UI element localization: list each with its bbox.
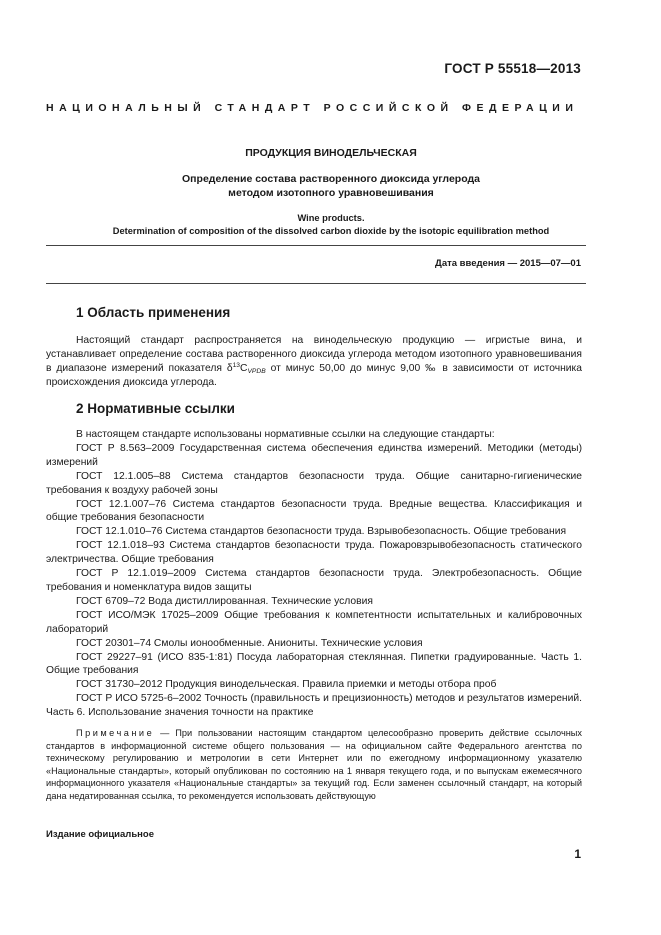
section1-text-part1: Настоящий стандарт распространяется на винодельческую продукцию — игристые вина, и устанавливает определение состава растворенного диоксида углерода методом изотопного уравновешивания в диапазоне измерений показателя δ [46, 335, 582, 374]
title-russian-main: ПРОДУКЦИЯ ВИНОДЕЛЬЧЕСКАЯ [245, 147, 417, 159]
section2-body [46, 428, 582, 720]
divider-bottom [46, 283, 586, 284]
title-english [46, 212, 616, 237]
title-russian-subtitle-line1: Определение состава растворенного диоксида углерода [182, 173, 480, 185]
section1-text-part2: от минус 50,00 до минус 9,00 ‰ в зависимости от источника происхождения диоксида углерода. [46, 362, 582, 388]
section1-paragraph [46, 334, 582, 390]
carbon-symbol: C [240, 362, 248, 374]
reference-paragraph: ГОСТ 12.1.010–76 Система стандартов безопасности труда. Взрывобезопасность. Общие требования [76, 526, 567, 538]
reference-paragraph: ГОСТ ИСО/МЭК 17025–2009 Общие требования к компетентности испытательных и калибровочных лабораторий [46, 609, 582, 635]
reference-paragraph: В настоящем стандарте использованы нормативные ссылки на следующие стандарты: [76, 429, 495, 440]
reference-paragraph: ГОСТ Р 12.1.019–2009 Система стандартов безопасности труда. Электробезопасность. Общие требования и номенклатура видов защиты [46, 568, 582, 593]
national-standard-banner: НАЦИОНАЛЬНЫЙ СТАНДАРТ РОССИЙСКОЙ ФЕДЕРАЦИИ [46, 102, 579, 114]
title-english-line2: Determination of composition of the dissolved carbon dioxide by the isotopic equilibration method [112, 225, 550, 236]
page-number: 1 [574, 847, 581, 861]
isotope-superscript: 13 [232, 361, 241, 369]
edition-label: Издание официальное [46, 829, 154, 840]
vpdb-subscript: VPDB [247, 367, 266, 375]
reference-paragraph: ГОСТ 12.1.018–93 Система стандартов безопасности труда. Пожаровзрывобезопасность статического электричества. Общие требования [46, 540, 582, 566]
section2-heading: 2 Нормативные ссылки [76, 401, 235, 416]
gost-number: ГОСТ Р 55518—2013 [444, 61, 581, 76]
section1-body [46, 334, 582, 390]
reference-paragraph: ГОСТ Р ИСО 5725-6–2002 Точность (правильность и прецизионность) методов и результатов измерений. Часть 6. Использование значения точности на практике [46, 693, 582, 719]
section1-heading: 1 Область применения [76, 305, 231, 320]
title-russian-subtitle-line2: методом изотопного уравновешивания [228, 187, 434, 199]
divider-top [46, 245, 586, 246]
reference-paragraph: ГОСТ 20301–74 Смолы ионообменные. Аниониты. Технические условия [76, 637, 423, 649]
reference-paragraph: ГОСТ 12.1.007–76 Система стандартов безопасности труда. Вредные вещества. Классификация и общие требования безопасности [46, 498, 582, 524]
note-text: — При пользовании настоящим стандартом целесообразно проверить действие ссылочных стандартов в информационной системе общего пользования — на официальном сайте Федерального агентства по техническому регулированию и метрологии в сети Интернет или по ежегодному информационному указателю «Национальные стандарты», который опубликован по состоянию на 1 января текущего года, и по выпускам ежемесячного информационного указателя «Национальные стандарты» за текущий год. Если заменен ссылочный стандарт, на который дана недатированная ссылка, то рекомендуется использовать действующую [46, 728, 582, 801]
note-label: Примечание [76, 728, 155, 738]
reference-paragraph: ГОСТ 29227–91 (ИСО 835-1:81) Посуда лабораторная стеклянная. Пипетки градуированные. Часть 1. Общие требования [46, 651, 582, 677]
note-block [46, 727, 582, 802]
reference-paragraph: ГОСТ 12.1.005–88 Система стандартов безопасности труда. Общие санитарно-гигиенические требования к воздуху рабочей зоны [46, 470, 582, 496]
introduction-date: Дата введения — 2015—07—01 [435, 258, 581, 269]
reference-paragraph: ГОСТ Р 8.563–2009 Государственная система обеспечения единства измерений. Методики (методы) измерений [46, 442, 582, 468]
title-english-line1: Wine products. [297, 213, 365, 223]
title-russian-subtitle [46, 172, 616, 200]
reference-paragraph: ГОСТ 31730–2012 Продукция винодельческая. Правила приемки и методы отбора проб [76, 679, 497, 691]
reference-paragraph: ГОСТ 6709–72 Вода дистиллированная. Технические условия [76, 595, 373, 607]
